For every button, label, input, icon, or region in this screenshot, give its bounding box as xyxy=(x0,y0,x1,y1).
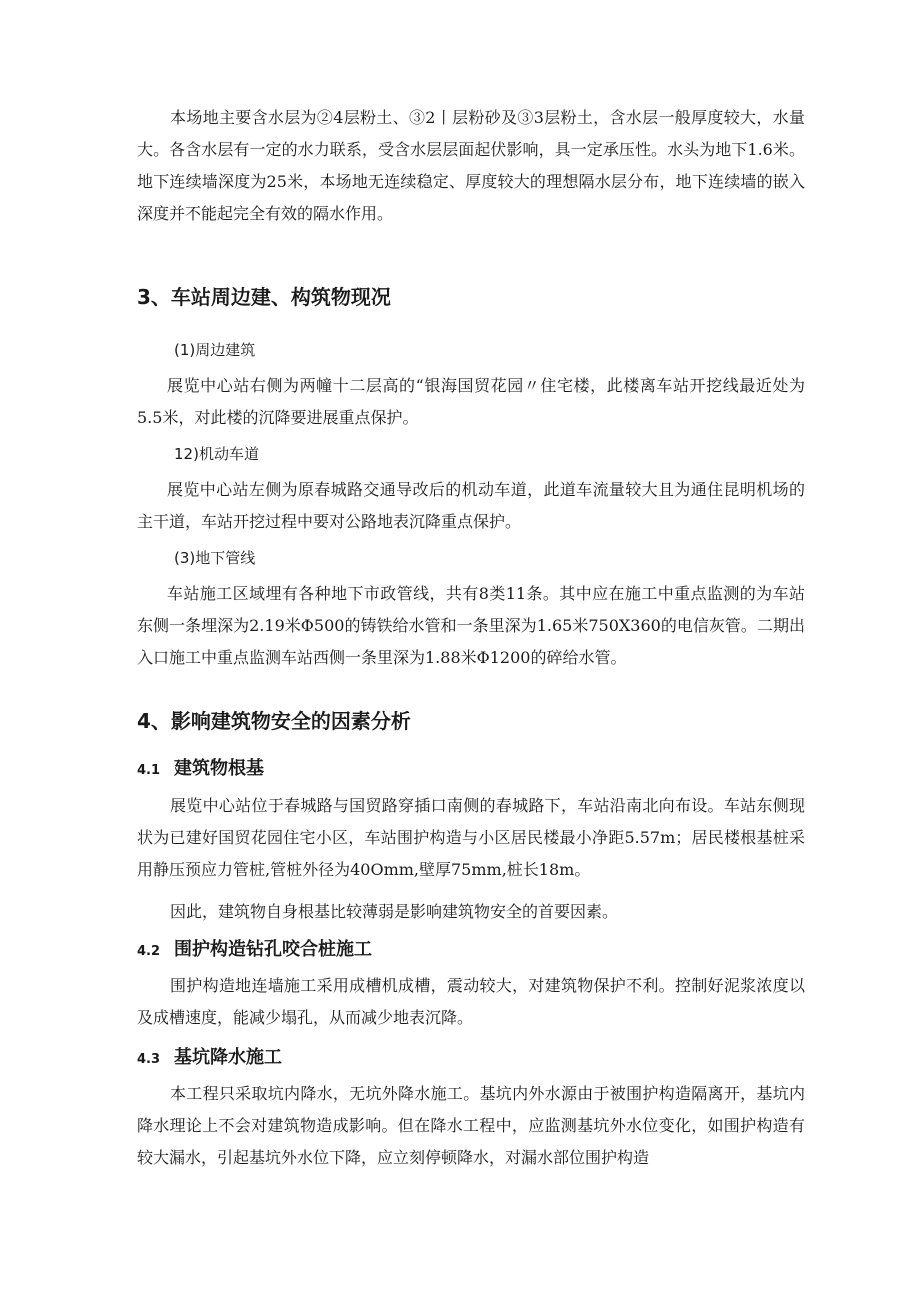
section-3-heading: 3、车站周边建、构筑物现况 xyxy=(137,285,391,309)
section-4-1-number: 4.1 xyxy=(137,763,161,778)
section-4-2-title: 围护构造钻孔咬合桩施工 xyxy=(174,939,372,960)
subsection-1-label: (1)周边建筑 xyxy=(174,341,256,359)
section-4-3-title: 基坑降水施工 xyxy=(174,1047,282,1068)
section-4-1-paragraph-2: 因此，建筑物自身根基比较薄弱是影响建筑物安全的首要因素。 xyxy=(170,902,619,921)
section-4-3-heading xyxy=(137,1044,282,1074)
subsection-1-text: 展览中心站右侧为两幢十二层高的“银海国贸花园〃住宅楼，此楼离车站开挖线最近处为5.5米，对此楼的沉降要进展重点保护。 xyxy=(137,376,805,427)
section-4-heading: 4、影响建筑物安全的因素分析 xyxy=(137,709,411,733)
section-4-2-number: 4.2 xyxy=(137,944,161,959)
subsection-2-label: 12)机动车道 xyxy=(174,445,259,463)
section-4-3-number: 4.3 xyxy=(137,1052,161,1067)
subsection-2-text: 展览中心站左侧为原春城路交通导改后的机动车道，此道车流量较大且为通住昆明机场的主干道，车站开挖过程中要对公路地表沉降重点保护。 xyxy=(137,480,805,531)
section-4-1-title: 建筑物根基 xyxy=(174,758,264,779)
section-4-1-heading xyxy=(137,755,264,785)
section-4-3-paragraph: 本工程只采取坑内降水，无坑外降水施工。基坑内外水源由于被围护构造隔离开，基坑内降水理论上不会对建筑物造成影响。但在降水工程中，应监测基坑外水位变化，如围护构造有较大漏水，引起基坑外水位下降，应立刻停顿降水，对漏水部位围护构造 xyxy=(137,1084,805,1167)
section-4-1-paragraph-1: 展览中心站位于春城路与国贸路穿插口南侧的春城路下，车站沿南北向布设。车站东侧现状为已建好国贸花园住宅小区，车站围护构造与小区居民楼最小净距5.57m；居民楼根基桩采用静压预应力管桩,管桩外径为40Omm,壁厚75mm,桩长18m。 xyxy=(137,796,805,879)
subsection-3-text: 车站施工区域埋有各种地下市政管线，共有8类11条。其中应在施工中重点监测的为车站东侧一条埋深为2.19米Φ500的铸铁给水管和一条里深为1.65米750X360的电信灰管。二期出入口施工中重点监测车站西侧一条里深为1.88米Φ1200的碎给水管。 xyxy=(137,584,805,667)
paragraph-hydrogeology: 本场地主要含水层为②4层粉土、③2丨层粉砂及③3层粉土，含水层一般厚度较大，水量大。各含水层有一定的水力联系，受含水层层面起伏影响，具一定承压性。水头为地下1.6米。地下连续墙深度为25米，本场地无连续稳定、厚度较大的理想隔水层分布，地下连续墙的嵌入深度并不能起完全有效的隔水作用。 xyxy=(137,108,805,223)
section-4-2-paragraph: 围护构造地连墙施工采用成槽机成槽，震动较大，对建筑物保护不利。控制好泥浆浓度以及成槽速度，能减少塌孔，从而减少地表沉降。 xyxy=(137,976,805,1027)
subsection-3-label: (3)地下管线 xyxy=(174,549,256,567)
section-4-2-heading xyxy=(137,936,372,966)
